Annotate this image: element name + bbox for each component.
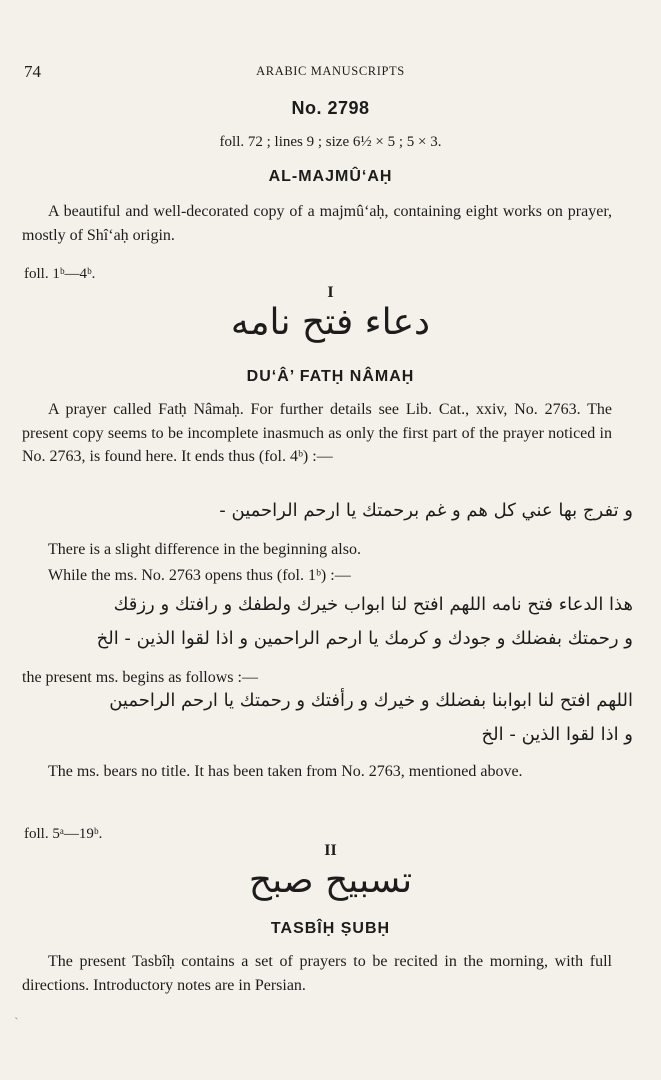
section1-arabic-end: و تفرج بها عني كل هم و غم برحمتك يا ارحم الراحمين -: [219, 500, 633, 521]
section1-numeral: I: [327, 284, 334, 301]
section1-arabic-begin-1: اللهم افتح لنا ابوابنا بفضلك و خيرك و رأفتك و رحمتك يا ارحم الراحمين: [109, 690, 633, 711]
section1-para3: While the ms. No. 2763 opens thus (fol. 1ᵇ) :—: [48, 567, 351, 584]
section2-para1: The present Tasbîḥ contains a set of prayers to be recited in the morning, with full directions. Introductory notes are in Persian.: [22, 953, 612, 994]
section2-arabic-title: تسبيح صبح: [248, 860, 413, 901]
entry-title: AL-MAJMÛ‘AḤ: [268, 168, 393, 185]
section1-para1: A prayer called Fatḥ Nâmaḥ. For further details see Lib. Cat., xxiv, No. 2763. The present copy seems to be incomplete inasmuch as only the first part of the prayer noticed in No. 2763, is found here. It ends thus (fol. 4ᵇ) :—: [22, 401, 612, 465]
section1-para4: the present ms. begins as follows :—: [22, 669, 258, 686]
section1-para2: There is a slight difference in the beginning also.: [48, 541, 361, 558]
section1-arabic-begin-2: و اذا لقوا الذين - الخ: [481, 724, 633, 745]
page-number: 74: [24, 62, 41, 81]
entry-meta: foll. 72 ; lines 9 ; size 6½ × 5 ; 5 × 3.: [219, 134, 442, 150]
page-smudge-mark: ˋ: [14, 1016, 19, 1031]
section2-folios: foll. 5ᵃ—19ᵇ.: [24, 826, 103, 842]
section1-title: DU‘Â’ FATḤ NÂMAḤ: [246, 368, 415, 385]
entry-description: A beautiful and well-decorated copy of a majmû‘aḥ, containing eight works on prayer, mostly of Shî‘aḥ origin.: [22, 203, 612, 244]
section1-arabic-title: دعاء فتح نامه: [230, 302, 431, 343]
section1-arabic-open-1: هذا الدعاء فتح نامه اللهم افتح لنا ابواب خيرك ولطفك و رافتك و رزقك: [113, 594, 633, 615]
section2-title: TASBÎḤ ṢUBḤ: [270, 920, 391, 937]
section1-para5: The ms. bears no title. It has been taken from No. 2763, mentioned above.: [48, 763, 523, 780]
section2-numeral: II: [324, 842, 337, 859]
running-head: ARABIC MANUSCRIPTS: [256, 64, 405, 78]
entry-number: No. 2798: [291, 98, 370, 118]
section1-arabic-open-2: و رحمتك بفضلك و جودك و كرمك يا ارحم الراحمين و اذا لقوا الذين - الخ: [96, 628, 633, 649]
section1-folios: foll. 1ᵇ—4ᵇ.: [24, 266, 96, 282]
